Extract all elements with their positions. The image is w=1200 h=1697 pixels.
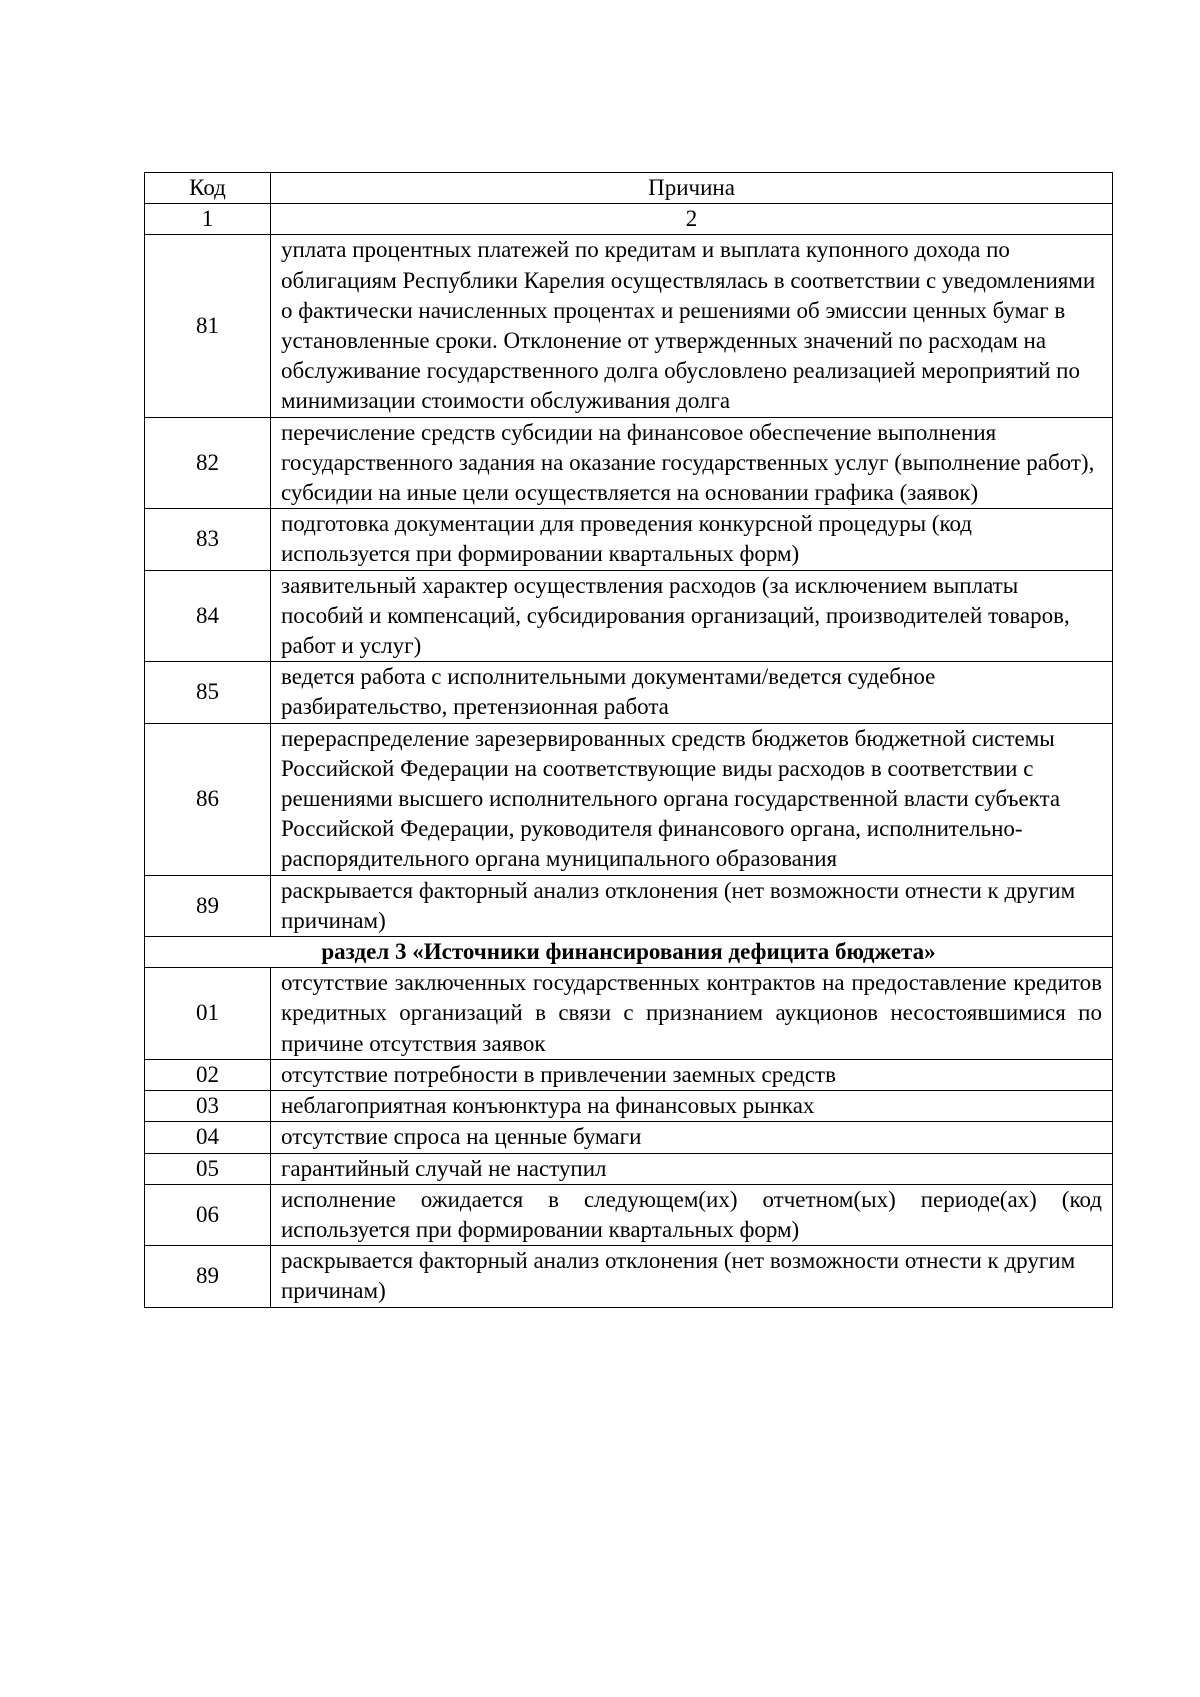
row-reason: исполнение ожидается в следующем(их) отчетном(ых) периоде(ах) (код используется при формировании квартальных форм)	[271, 1184, 1113, 1245]
row-reason: раскрывается факторный анализ отклонения (нет возможности отнести к другим причинам)	[271, 1246, 1113, 1307]
row-code: 01	[145, 968, 271, 1060]
table-row	[145, 570, 1113, 662]
table-header-row	[145, 173, 1113, 204]
row-reason: перечисление средств субсидии на финансовое обеспечение выполнения государственного задания на оказание государственных услуг (выполнение работ), субсидии на иные цели осуществляется на основании графика (заявок)	[271, 417, 1113, 509]
row-reason: неблагоприятная конъюнктура на финансовых рынках	[271, 1091, 1113, 1122]
row-code: 83	[145, 509, 271, 570]
row-reason: отсутствие спроса на ценные бумаги	[271, 1122, 1113, 1153]
row-reason: отсутствие заключенных государственных контрактов на предоставление кредитов кредитных организаций в связи с признанием аукционов несостоявшимися по причине отсутствия заявок	[271, 968, 1113, 1060]
row-code: 85	[145, 662, 271, 723]
table-row	[145, 1059, 1113, 1090]
table-row	[145, 1153, 1113, 1184]
table-row	[145, 1184, 1113, 1245]
row-code: 03	[145, 1091, 271, 1122]
row-code: 05	[145, 1153, 271, 1184]
reason-codes-table	[144, 172, 1113, 1308]
table-row	[145, 417, 1113, 509]
row-reason: отсутствие потребности в привлечении заемных средств	[271, 1059, 1113, 1090]
table-row	[145, 723, 1113, 875]
row-reason: заявительный характер осуществления расходов (за исключением выплаты пособий и компенсаций, субсидирования организаций, производителей товаров, работ и услуг)	[271, 570, 1113, 662]
row-code: 89	[145, 875, 271, 936]
row-code: 04	[145, 1122, 271, 1153]
table-row	[145, 875, 1113, 936]
header-reason: Причина	[271, 173, 1113, 204]
numbering-code: 1	[145, 204, 271, 235]
section-3-title: раздел 3 «Источники финансирования дефицита бюджета»	[145, 937, 1113, 968]
section-3-header-row	[145, 937, 1113, 968]
row-code: 86	[145, 723, 271, 875]
row-reason: уплата процентных платежей по кредитам и выплата купонного дохода по облигациям Республики Карелия осуществлялась в соответствии с уведомлениями о фактически начисленных процентах и решениями об эмиссии ценных бумаг в установленные сроки. Отклонение от утвержденных значений по расходам на обслуживание государственного долга обусловлено реализацией мероприятий по минимизации стоимости обслуживания долга	[271, 235, 1113, 417]
table-row	[145, 1122, 1113, 1153]
numbering-reason: 2	[271, 204, 1113, 235]
row-reason: ведется работа с исполнительными документами/ведется судебное разбирательство, претензионная работа	[271, 662, 1113, 723]
header-code: Код	[145, 173, 271, 204]
table-row	[145, 968, 1113, 1060]
row-code: 06	[145, 1184, 271, 1245]
row-reason: раскрывается факторный анализ отклонения (нет возможности отнести к другим причинам)	[271, 875, 1113, 936]
row-code: 81	[145, 235, 271, 417]
table-row	[145, 1091, 1113, 1122]
row-code: 84	[145, 570, 271, 662]
table-row	[145, 662, 1113, 723]
row-code: 02	[145, 1059, 271, 1090]
row-reason: перераспределение зарезервированных средств бюджетов бюджетной системы Российской Федерации на соответствующие виды расходов в соответствии с решениями высшего исполнительного органа государственной власти субъекта Российской Федерации, руководителя финансового органа, исполнительно-распорядительного органа муниципального образования	[271, 723, 1113, 875]
table-row	[145, 509, 1113, 570]
column-numbering-row	[145, 204, 1113, 235]
row-reason: подготовка документации для проведения конкурсной процедуры (код используется при формировании квартальных форм)	[271, 509, 1113, 570]
row-code: 82	[145, 417, 271, 509]
table-row	[145, 235, 1113, 417]
row-reason: гарантийный случай не наступил	[271, 1153, 1113, 1184]
table-row	[145, 1246, 1113, 1307]
row-code: 89	[145, 1246, 271, 1307]
